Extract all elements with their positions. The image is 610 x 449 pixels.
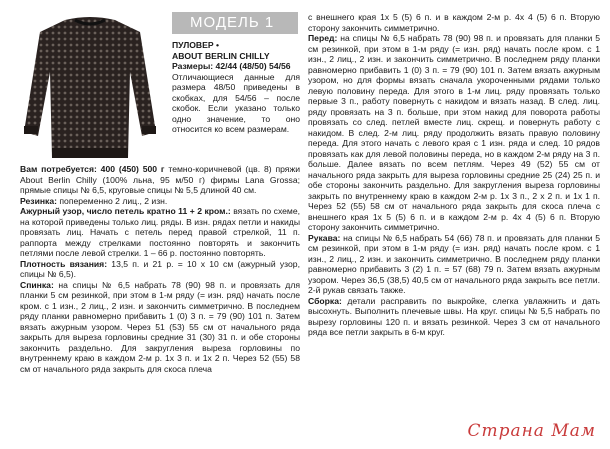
sizes-line: Размеры: 42/44 (48/50) 54/56 bbox=[172, 61, 291, 71]
paragraph: Сборка: детали расправить по выкройке, слегка увлажнить и дать высохнуть. Выполнить плечевые швы. На круг. спицы № 5,5 набрать по вырезу горловины 120 п. и вязать резинкой. Через 3 см от начального ряда все петли закрыть в 6-м круг. bbox=[308, 295, 600, 337]
sizes-note: Отличающиеся данные для размера 48/50 приведены в скобках, для 54/56 – после скобок. Если указано только одно значение, то оно относится ко всем размерам. bbox=[172, 71, 300, 134]
paragraph: Спинка: на спицы № 6,5 набрать 78 (90) 98 п. и провязать для планки 5 см резинкой, при этом в 1-м ряду (= изн. ряд) начать после кром. с 1 изн., 2 лиц., 2 изн. и закончить симметрично. В последнем ряду планки равномерно прибавить 1 (0) 3 п. = 79 (90) 101 п. Затем вязать ажурным узором. Через 51 (53) 55 см от начального ряда закрыть для выреза горловины средние 31 (30) 31 п. и обе стороны закончить раздельно. Для закругления выреза горловины по внутреннему краю в каждом 2-м р. 1х 3 п. и 1х 2 п. Через 52 (55) 58 см от начального ряда закрыть для скоса плеча bbox=[20, 279, 300, 374]
paragraph: Вам потребуется: 400 (450) 500 г темно-коричневой (цв. 8) пряжи About Berlin Chilly (100% льна, 95 м/50 г) фирмы Lana Grossa; прямые спицы № 6,5, круговые спицы № 5,5 длиной 40 см. bbox=[20, 164, 300, 195]
instructions-right bbox=[308, 12, 600, 338]
paragraph: Рукава: на спицы № 6,5 набрать 54 (66) 78 п. и провязать для планки 5 см резинкой, при этом в 1-м ряду (= изн. ряд) начать после кром. с 1 изн., 2 лиц., 2 изн. и закончить симметрично. В последнем ряду планки равномерно прибавить 3 (2) 1 п. = 57 (68) 79 п. Затем вязать ажурным узором. Через 36,5 (38,5) 40,5 см от начального ряда закрыть все петли. 2-й рукав связать также. bbox=[308, 232, 600, 295]
paragraph: с внешнего края 1х 5 (5) 6 п. и в каждом 2-м р. 4х 4 (5) 6 п. Вторую сторону закончить симметрично. bbox=[308, 12, 600, 33]
header-block bbox=[172, 40, 300, 135]
pattern-title: ПУЛОВЕР • bbox=[172, 40, 219, 50]
paragraph: Перед: на спицы № 6,5 набрать 78 (90) 98 п. и провязать для планки 5 см резинкой, при этом в 1-м ряду (= изн. ряд) начать после кром. с 1 изн., 2 лиц., 2 изн. и закончить симметрично. В последнем ряду планки равномерно прибавить 1 (0) 3 п. = 79 (90) 101 п. Затем вязать ажурным узором, но для формы вязать сначала укороченными рядами только левую половину переда. Для этого в 1-м лиц. ряду провязать только первые 3 п., работу повернуть с накидом и вязать назад. В след. лиц. ряду провязать на 3 п. больше, при этом накид для поворота работы провязать со след. петлей вместе лиц. скрещ. и повернуть работу с накидом. В след. 2-м лиц. ряду продолжить вязать правую половину переда. Для этого начать с левого края с 1 изн. ряда и след. 10 рядов провязать как для левой половины переда, но в каждом 2-м ряду на 3 п. больше. Далее вязать по всем петлям. Через 49 (52) 55 см от начального ряда закрыть для выреза горловины средние 25 (24) 25 п. и обе стороны закончить раздельно. Для закругления выреза горловины закрыть по внутреннему краю в каждом 2-м р. 1х 3 п., 2 х 2 п. и 1х 1 п. Через 52 (55) 58 см от начального ряда закрыть для скоса плеча с внешнего края 1х 5 (5) 6 п. и в каждом 2-м р. 4х 4 (5) 6 п. Вторую сторону закончить симметрично. bbox=[308, 33, 600, 232]
paragraph: Плотность вязания: 13,5 п. и 21 р. = 10 х 10 см (ажурный узор, спицы № 6,5). bbox=[20, 258, 300, 279]
paragraph: Резинка: попеременно 2 лиц., 2 изн. bbox=[20, 195, 168, 206]
sweater-photo bbox=[20, 12, 160, 162]
brand-line: ABOUT BERLIN CHILLY bbox=[172, 50, 270, 61]
paragraph: Ажурный узор, число петель кратно 11 + 2 кром.: вязать по схеме, на которой приведены только лиц. ряды. В изн. рядах петли и накиды провязать лиц. Начать с петель перед правой стрелкой, 11 п. раппорта между стрелками постоянно повторять и закончить петлями после левой стрелки. 1 – 66 р. постоянно повторять. bbox=[20, 206, 300, 258]
instructions-left bbox=[20, 164, 300, 374]
model-label: МОДЕЛЬ 1 bbox=[172, 12, 298, 34]
sweater-image bbox=[20, 12, 160, 162]
site-watermark: Страна Мам bbox=[467, 421, 596, 441]
